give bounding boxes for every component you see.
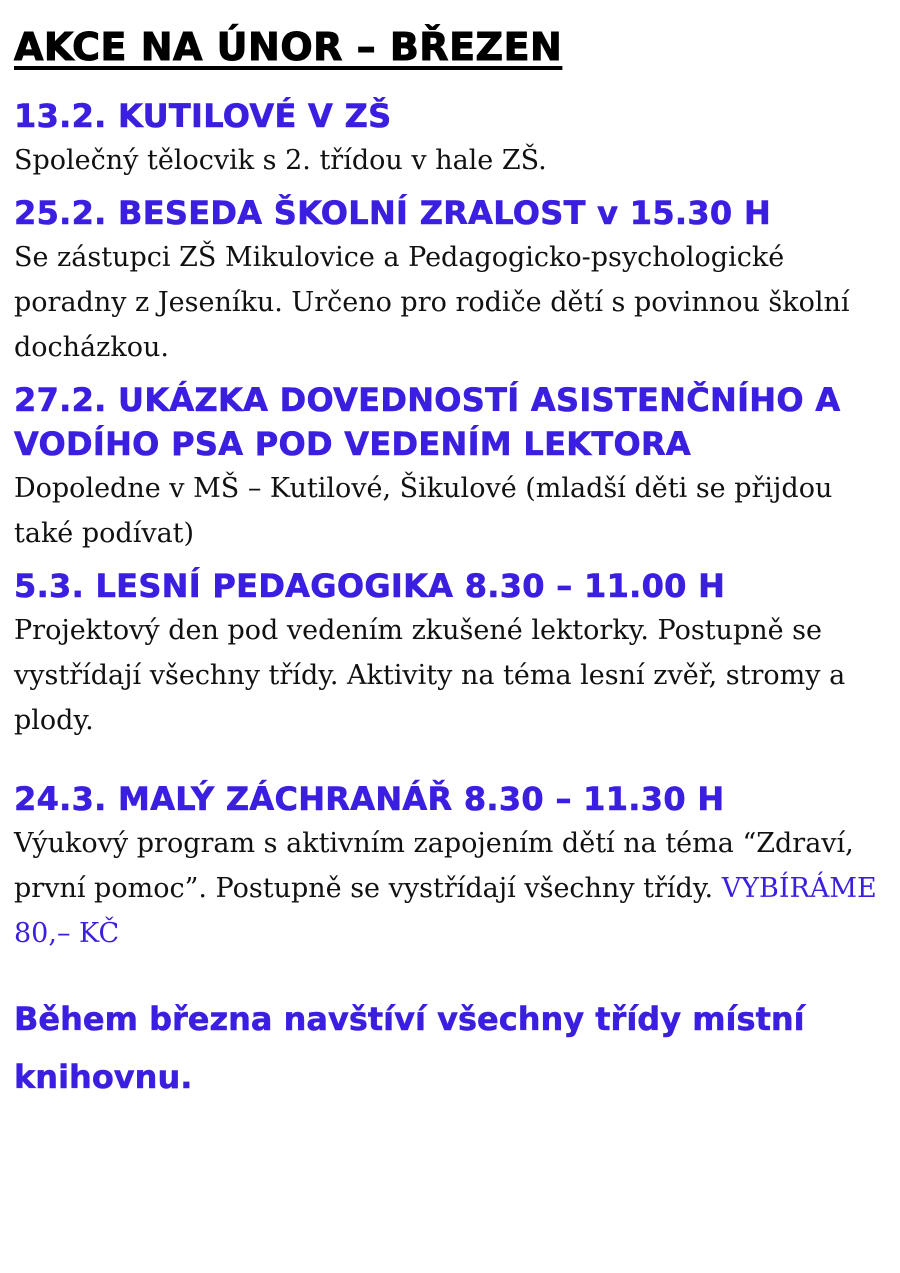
- event-heading: 27.2. UKÁZKA DOVEDNOSTÍ ASISTENČNÍHO A VODÍHO PSA POD VEDENÍM LEKTORA: [14, 381, 841, 463]
- event-heading: 13.2. KUTILOVÉ V ZŠ: [14, 97, 392, 135]
- event-heading: 24.3. MALÝ ZÁCHRANÁŘ 8.30 – 11.30 H: [14, 780, 725, 818]
- event-item: [14, 94, 889, 183]
- event-description: Se zástupci ZŠ Mikulovice a Pedagogicko-psychologické poradny z Jeseníku. Určeno pro rodiče dětí s povinnou školní docházkou.: [14, 242, 850, 363]
- page-title: AKCE NA ÚNOR – BŘEZEN: [14, 25, 563, 69]
- event-flyer: [14, 22, 889, 1106]
- event-item: [14, 378, 889, 556]
- library-note: Během března navštíví všechny třídy místní knihovnu.: [14, 1000, 805, 1096]
- event-item: [14, 191, 889, 370]
- event-description-text: Výukový program s aktivním zapojením dětí na téma “Zdraví, první pomoc”. Postupně se vystřídají všechny třídy.: [14, 828, 854, 904]
- event-item: [14, 564, 889, 743]
- event-description: [14, 821, 889, 956]
- event-heading: 25.2. BESEDA ŠKOLNÍ ZRALOST v 15.30 H: [14, 194, 772, 232]
- event-item: [14, 777, 889, 956]
- event-heading: 5.3. LESNÍ PEDAGOGIKA 8.30 – 11.00 H: [14, 567, 726, 605]
- fee-highlight: VYBÍRÁME 80,– KČ: [14, 873, 877, 949]
- event-description: Projektový den pod vedením zkušené lektorky. Postupně se vystřídají všechny třídy. Aktivity na téma lesní zvěř, stromy a plody.: [14, 615, 846, 736]
- event-description: Dopoledne v MŠ – Kutilové, Šikulové (mladší děti se přijdou také podívat): [14, 473, 833, 549]
- event-description: Společný tělocvik s 2. třídou v hale ZŠ.: [14, 145, 547, 176]
